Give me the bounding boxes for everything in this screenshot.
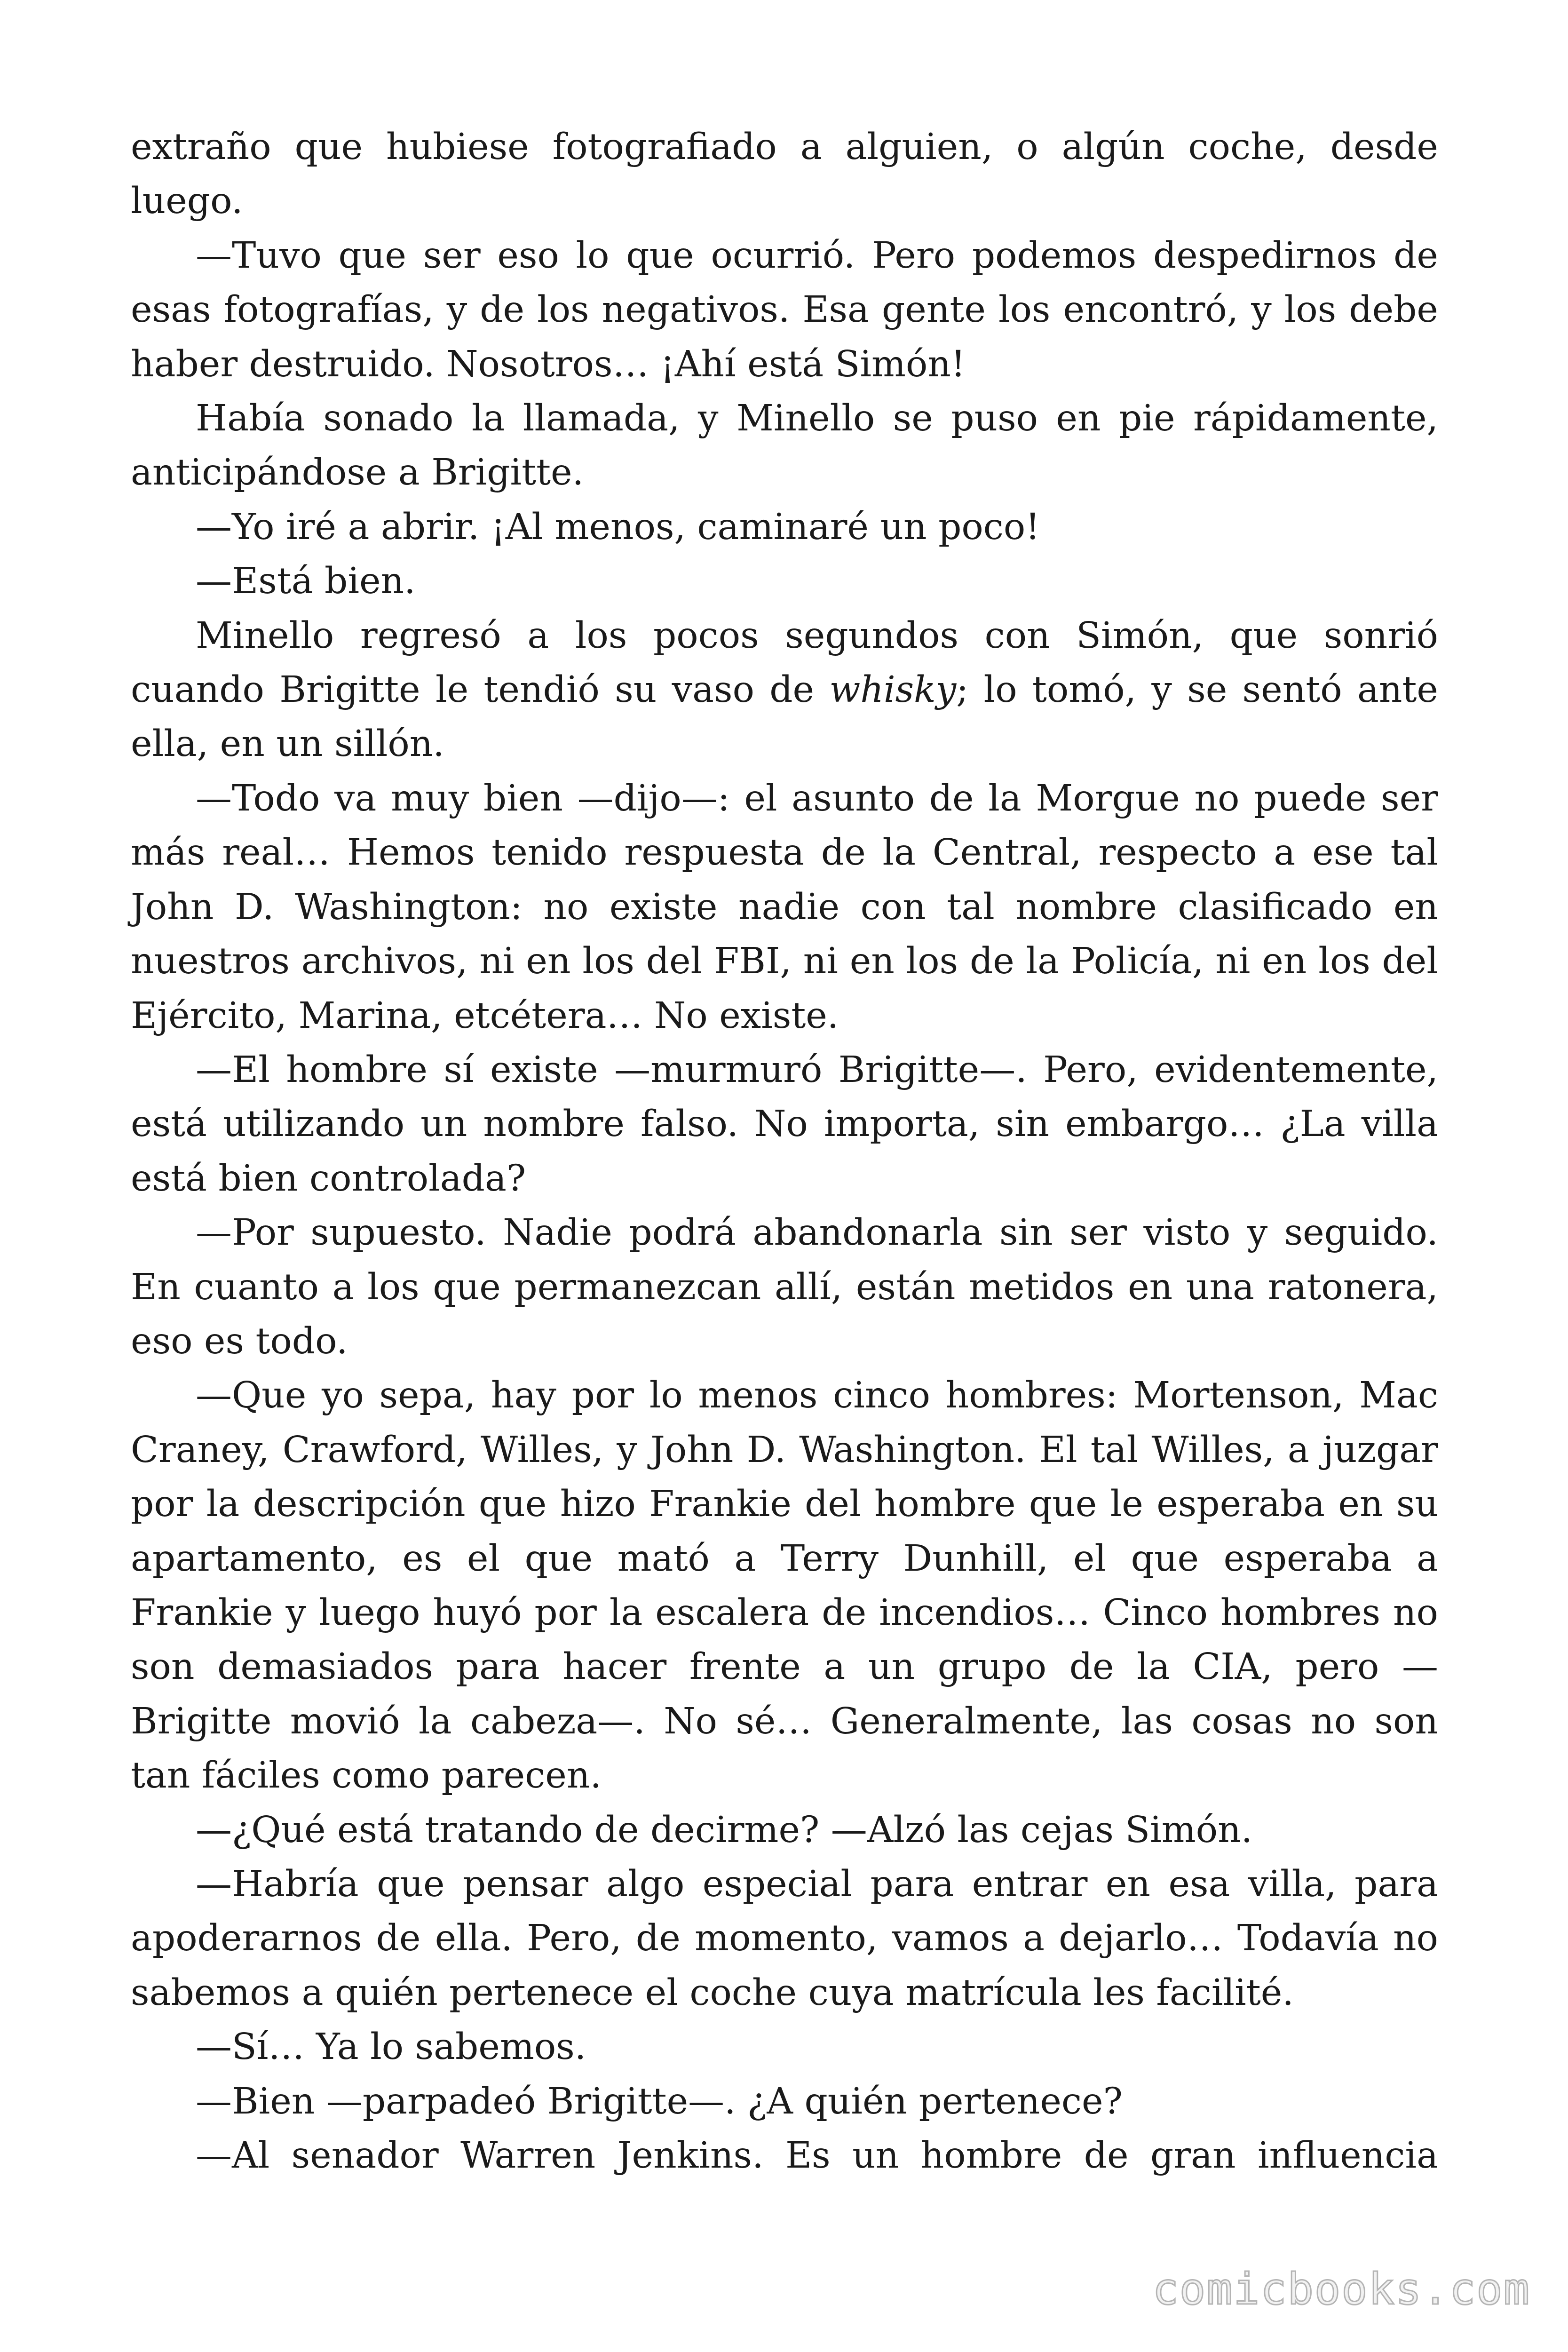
paragraph: —Bien —parpadeó Brigitte—. ¿A quién pertenece? (196, 2080, 1123, 2122)
paragraph: —Yo iré a abrir. ¡Al menos, caminaré un poco! (196, 506, 1040, 548)
emphasis-whisky: whisky (829, 669, 957, 711)
paragraph: —Que yo sepa, hay por lo menos cinco hombres: Mortenson, Mac Craney, Crawford, Willes, y John D. Washington. El tal Willes, a juzgar por la descripción que hizo Frankie del hombre que le esperaba en su apartamento, es el que mató a Terry Dunhill, el que esperaba a Frankie y luego huyó por la escalera de incendios… Cinco hombres no son demasiados para hacer frente a un grupo de la CIA, pero —Brigitte movió la cabeza—. No sé… Generalmente, las cosas no son tan fáciles como parecen. (131, 1375, 1438, 1797)
paragraph: extraño que hubiese fotografiado a alguien, o algún coche, desde luego. (131, 126, 1438, 222)
body-text (131, 120, 1438, 2183)
paragraph: —Está bien. (196, 560, 416, 603)
watermark: comicbooks.com (1152, 2264, 1530, 2314)
paragraph: —El hombre sí existe —murmuró Brigitte—. Pero, evidentemente, está utilizando un nombre falso. No importa, sin embargo… ¿La villa está bien controlada? (131, 1049, 1438, 1200)
paragraph: —Habría que pensar algo especial para entrar en esa villa, para apoderarnos de ella. Pero, de momento, vamos a dejarlo… Todavía no sabemos a quién pertenece el coche cuya matrícula les facilité. (131, 1863, 1438, 2014)
paragraph: —Al senador Warren Jenkins. Es un hombre de gran influencia (196, 2135, 1438, 2177)
paragraph: Había sonado la llamada, y Minello se puso en pie rápidamente, anticipándose a Brigitte. (131, 397, 1438, 494)
paragraph: Minello regresó a los pocos segundos con Simón, que sonrió cuando Brigitte le tendió su vaso de whisky; lo tomó, y se sentó ante ella, en un sillón. (131, 614, 1438, 765)
paragraph: —¿Qué está tratando de decirme? —Alzó las cejas Simón. (196, 1809, 1253, 1851)
paragraph: —Por supuesto. Nadie podrá abandonarla sin ser visto y seguido. En cuanto a los que permanezcan allí, están metidos en una ratonera, eso es todo. (131, 1212, 1438, 1362)
paragraph: —Sí… Ya lo sabemos. (196, 2026, 586, 2068)
paragraph: —Todo va muy bien —dijo—: el asunto de la Morgue no puede ser más real… Hemos tenido respuesta de la Central, respecto a ese tal John D. Washington: no existe nadie con tal nombre clasificado en nuestros archivos, ni en los del FBI, ni en los de la Policía, ni en los del Ejército, Marina, etcétera… No existe. (131, 777, 1438, 1037)
paragraph: —Tuvo que ser eso lo que ocurrió. Pero podemos despedirnos de esas fotografías, y de los negativos. Esa gente los encontró, y los debe haber destruido. Nosotros… ¡Ahí está Simón! (131, 234, 1438, 385)
